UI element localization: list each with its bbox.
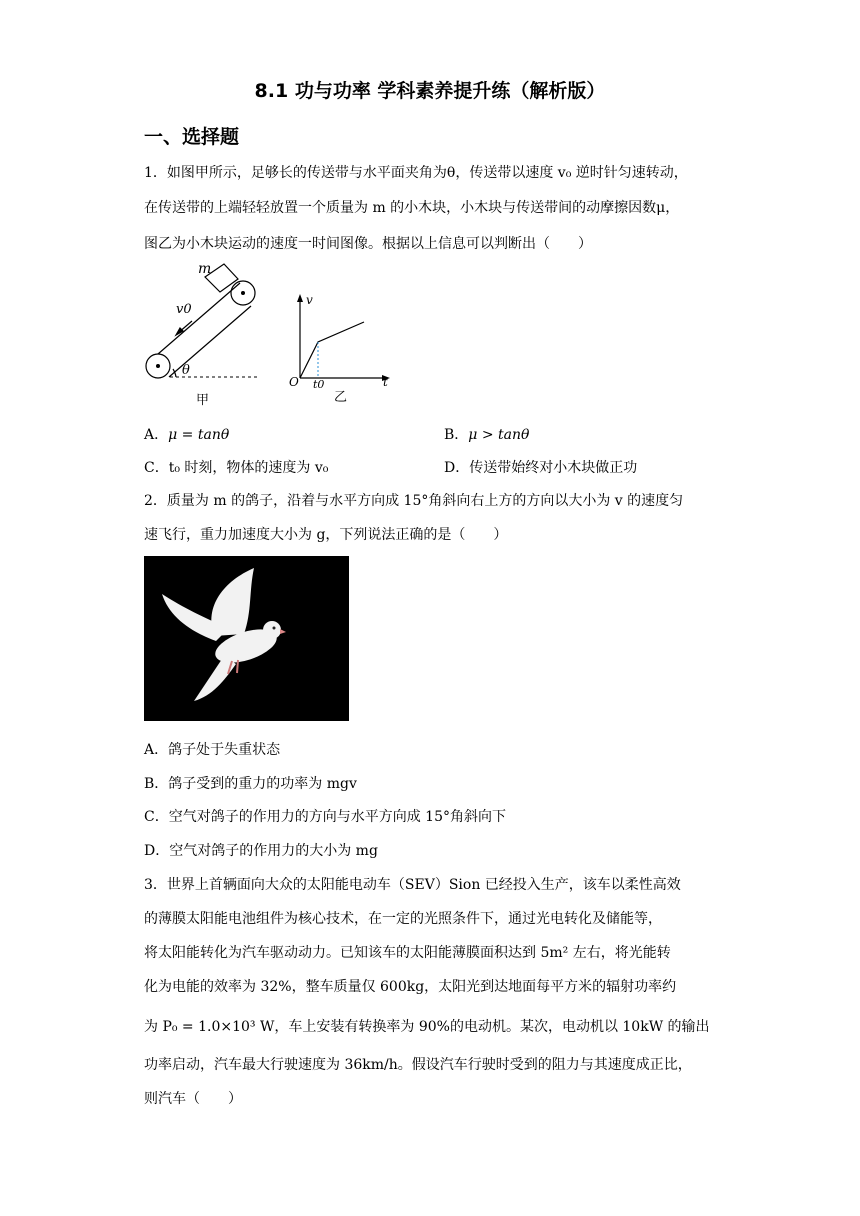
q3-line-1: 3．世界上首辆面向大众的太阳能电动车（SEV）Sion 已经投入生产，该车以柔性高效 (144, 877, 681, 893)
conveyor-belt-figure (140, 258, 270, 408)
q1-line-2: 在传送带的上端轻轻放置一个质量为 m 的小木块，小木块与传送带间的动摩擦因数μ， (144, 200, 680, 216)
v-axis-label: v (306, 293, 313, 307)
q1-option-a-letter: A． (144, 427, 169, 443)
q1-option-b (444, 424, 529, 444)
q1-line-3: 图乙为小木块运动的速度一时间图像。根据以上信息可以判断出（ ） (144, 236, 592, 252)
q2-line-2: 速飞行，重力加速度大小为 g，下列说法正确的是（ ） (144, 527, 508, 543)
q2-option-c: C．空气对鸽子的作用力的方向与水平方向成 15°角斜向下 (144, 809, 506, 825)
mass-label: m (198, 261, 212, 277)
origin-label: O (289, 375, 299, 389)
velocity-time-graph (286, 290, 396, 405)
q2-line-1: 2．质量为 m 的鸽子，沿着与水平方向成 15°角斜向右上方的方向以大小为 v 的速度匀 (144, 493, 684, 509)
q1-option-a-expr: μ = tanθ (168, 427, 230, 443)
q2-option-b: B．鸽子受到的重力的功率为 mgv (144, 776, 357, 792)
q3-line-7: 则汽车（ ） (144, 1091, 242, 1107)
q1-option-c: C．t₀ 时刻，物体的速度为 v₀ (144, 460, 329, 476)
section-heading: 一、选择题 (144, 126, 240, 148)
q3-line-2: 的薄膜太阳能电池组件为核心技术，在一定的光照条件下，通过光电转化及储能等， (144, 911, 662, 927)
q3-line-6: 功率启动，汽车最大行驶速度为 36km/h。假设汽车行驶时受到的阻力与其速度成正比， (144, 1057, 692, 1073)
q1-option-d: D．传送带始终对小木块做正功 (444, 460, 638, 476)
t0-label: t0 (313, 378, 325, 391)
q2-option-a: A．鸽子处于失重状态 (144, 742, 281, 758)
t-axis-label: t (383, 375, 388, 389)
figure-a-caption: 甲 (196, 393, 210, 408)
theta-label: θ (182, 363, 190, 378)
q3-line-3: 将太阳能转化为汽车驱动动力。已知该车的太阳能薄膜面积达到 5m² 左右，将光能转 (144, 945, 671, 961)
figure-b-caption: 乙 (334, 390, 348, 405)
q1-option-b-expr: μ > tanθ (468, 427, 530, 443)
page-title: 8.1 功与功率 学科素养提升练（解析版） (254, 80, 606, 102)
q1-line-1: 1．如图甲所示，足够长的传送带与水平面夹角为θ，传送带以速度 v₀ 逆时针匀速转动， (144, 165, 688, 181)
dove-icon (144, 556, 349, 721)
q1-option-b-letter: B． (444, 427, 469, 443)
q2-option-d: D．空气对鸽子的作用力的大小为 mg (144, 843, 378, 859)
q3-line-5: 为 P₀ = 1.0×10³ W，车上安装有转换率为 90%的电动机。某次，电动机以 10kW 的输出 (144, 1019, 710, 1035)
q1-option-a (144, 424, 229, 444)
dove-photo (144, 556, 349, 721)
v0-label: v0 (176, 302, 192, 317)
q3-line-4: 化为电能的效率为 32%，整车质量仅 600kg，太阳光到达地面每平方米的辐射功率约 (144, 979, 677, 995)
